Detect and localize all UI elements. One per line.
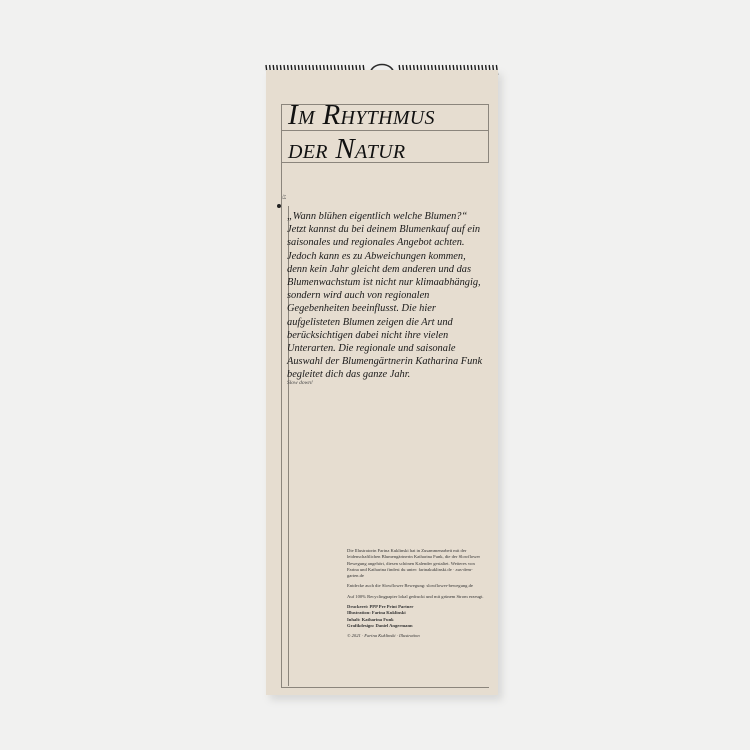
rule-left <box>281 104 282 688</box>
intro-text: „Wann blühen eigentlich welche Blumen?“ Jetzt kannst du bei deinem Blumenkauf auf ein saisonales und regionales Angebot achten. Jedoch kann es zu Abweichungen kommen, denn kein Jahr gleicht dem anderen und das Blumenwachstum ist nicht nur klimaabhängig, sondern wird auch von regionalen Gegebenheiten beeinflusst. Die hier aufgelisteten Blumen zeigen die Art und berücksichtigen dabei nicht ihre vielen Unterarten. Die regionale und saisonale Auswahl der Blumengärtnerin Katharina Funk begleitet dich das ganze Jahr. <box>287 211 483 381</box>
title-line-2: der Natur <box>288 133 406 165</box>
marker-dot <box>277 204 281 208</box>
credits-roles <box>347 604 487 629</box>
credit-design: Grafikdesign: Daniel Angermann <box>347 622 413 628</box>
copyright-line: © 2021 · Farina Kuklinski · Illustration <box>347 633 420 639</box>
slow-down-note: Slow down! <box>287 380 313 386</box>
credit-illustration: Illustration: Farina Kuklinski <box>347 610 406 616</box>
credits-about: Die Illustratorin Farina Kuklinski hat in Zusammenarbeit mit der leidenschaftlichen Blumengärtnerin Katharina Funk, die der Slowflower Bewegung angehört, diesen schönen Kalender gestaltet. Weiteres von Farina und Katharina findest du unter: farinakuklinski.de · aus-dem-garten.de <box>347 548 481 579</box>
credits-block <box>347 548 487 640</box>
credits-printing-note: Auf 100% Recyclingpapier lokal gedruckt und mit grünem Strom erzeugt. <box>347 593 484 599</box>
calendar-title <box>288 98 488 166</box>
rule-bottom <box>281 687 489 688</box>
side-marker: Fr <box>283 194 288 199</box>
rule-right-top <box>488 104 489 162</box>
credit-printer: Druckerei: PPP Pre Print Partner <box>347 604 414 610</box>
credit-content: Inhalt: Katharina Funk <box>347 616 394 622</box>
title-line-1: Im Rhythmus <box>288 99 435 131</box>
credits-slowflower: Entdecke auch die Slowflower Bewegung: slowflower-bewegung.de <box>347 583 473 589</box>
